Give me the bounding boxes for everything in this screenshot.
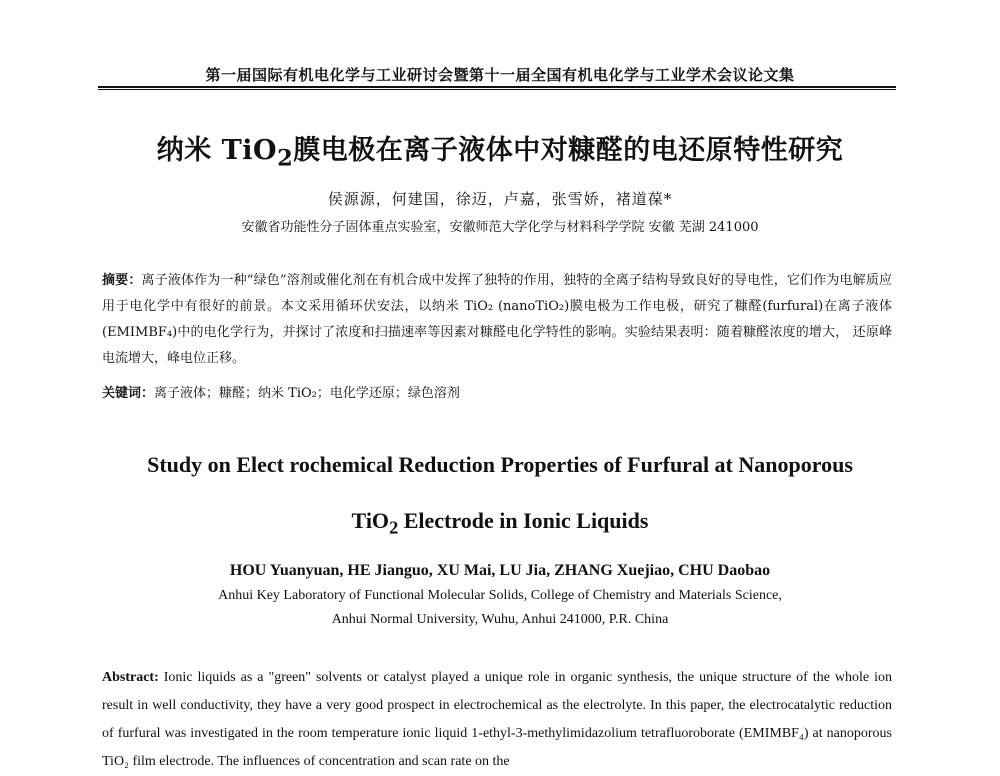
english-authors: HOU Yuanyuan, HE Jianguo, XU Mai, LU Jia, ZHANG Xuejiao, CHU Daobao — [229, 562, 771, 579]
chinese-authors: 侯源源，何建国，徐迈，卢嘉，张雪娇，褚道葆* — [327, 190, 673, 208]
english-title-line2-prefix: TiO — [351, 508, 390, 533]
english-affiliation-line1: Anhui Key Laboratory of Functional Molecular Solids, College of Chemistry and Materials Science, — [218, 588, 782, 603]
chinese-title-prefix: 纳米 TiO — [156, 135, 278, 166]
chinese-abstract — [102, 268, 892, 372]
chinese-keywords-label: 关键词： — [102, 386, 155, 401]
english-affiliation-line2: Anhui Normal University, Wuhu, Anhui 241000, P.R. China — [331, 612, 669, 627]
chinese-title-suffix: 膜电极在离子液体中对糠醛的电还原特性研究 — [293, 135, 844, 166]
english-title-subscript: 2 — [389, 517, 399, 538]
english-abstract-text: Ionic liquids as a "green" solvents or catalyst played a unique role in organic synthesis, the unique structure of the whole ion result in well conductivity, they have a very good prospect in electrochemical as the electrolyte. In this paper, the electrocatalytic reduction of furfural was investigated in the room temperature ionic liquid 1-ethyl-3-methylimidazolium tetrafluoroborate (EMIMBF₄) at nanoporous TiO₂ film electrode. The influences of concentration and scan rate on the — [102, 670, 893, 769]
header-rule — [98, 86, 896, 90]
chinese-title — [0, 128, 1000, 171]
chinese-keywords — [102, 382, 892, 406]
english-title-line2 — [0, 508, 1000, 538]
english-abstract — [102, 664, 892, 776]
chinese-title-subscript: 2 — [277, 145, 294, 172]
running-header: 第一届国际有机电化学与工业研讨会暨第十一届全国有机电化学与工业学术会议论文集 — [205, 66, 795, 84]
english-title-line2-suffix: Electrode in Ionic Liquids — [398, 508, 649, 533]
chinese-abstract-text: 离子液体作为一种“绿色”溶剂或催化剂在有机合成中发挥了独特的作用，独特的全离子结构导致良好的导电性，它们作为电解质应用于电化学中有很好的前景。本文采用循环伏安法，以纳米 TiO₂ (nanoTiO₂)膜电极为工作电极，研究了糠醛(furfural)在离子液体(EMIMBF₄)中的电化学行为，并探讨了浓度和扫描速率等因素对糠醛电化学特性的影响。实验结果表明：随着糠醛浓度的增大， 还原峰电流增大，峰电位正移。 — [102, 273, 892, 366]
english-title-line1: Study on Elect rochemical Reduction Properties of Furfural at Nanoporous — [147, 452, 853, 477]
chinese-keywords-text: 离子液体；糠醛；纳米 TiO₂；电化学还原；绿色溶剂 — [154, 386, 460, 401]
chinese-abstract-label: 摘要： — [102, 273, 142, 288]
english-abstract-label: Abstract: — [102, 670, 159, 685]
chinese-affiliation: 安徽省功能性分子固体重点实验室，安徽师范大学化学与材料科学学院 安徽 芜湖 241000 — [241, 220, 759, 235]
